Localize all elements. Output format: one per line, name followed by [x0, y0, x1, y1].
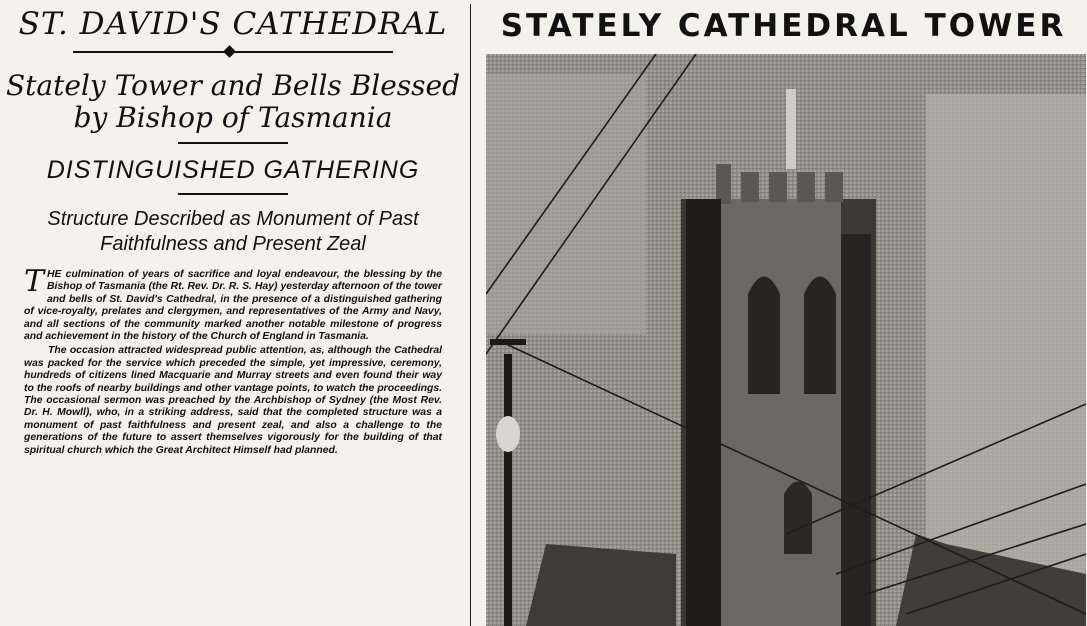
article-body	[24, 264, 442, 457]
article-paragraph-1	[24, 264, 442, 343]
article-deck: DISTINGUISHED GATHERING	[46, 156, 420, 184]
section-divider-2	[178, 193, 288, 195]
deck2-line-1: Structure Described as Monument of Past	[47, 208, 419, 230]
photo-headline: STATELY CATHEDRAL TOWER	[500, 8, 1067, 44]
tower-face	[721, 199, 841, 626]
cathedral-tower-illustration	[486, 54, 1086, 626]
article-headline: ST. DAVID'S CATHEDRAL	[18, 6, 448, 42]
column-rule	[470, 4, 471, 626]
cathedral-tower-photo	[486, 54, 1086, 626]
lamp-globe	[496, 416, 520, 452]
lower-window	[784, 482, 812, 555]
section-divider	[178, 142, 288, 144]
battlement	[825, 172, 843, 202]
flagpole	[786, 89, 796, 169]
background-building	[926, 94, 1086, 594]
roof-left	[526, 544, 676, 626]
background-wall	[486, 74, 646, 334]
deck2-line-2: Faithfulness and Present Zeal	[100, 233, 366, 255]
subheadline-line-2: by Bishop of Tasmania	[73, 101, 393, 134]
paragraph-1-text: HE culmination of years of sacrifice and loyal endeavour, the blessing by the Bishop of Tasmania (the Rt. Rev. Dr. R. S. Hay) yesterday afternoon of the tower and bells of St. David's Cathedral, in the presence of a distinguished gathering of vice-royalty, prelates and clergymen, and representatives of the Army and Navy, and all sections of the community marked another notable milestone of progress and achievement in the history of the Church of England in Tasmania.	[24, 269, 442, 343]
drop-cap: T	[24, 264, 45, 299]
ornament-diamond	[223, 45, 236, 58]
article-subheadline	[6, 70, 460, 134]
headline-ornament-rule	[73, 46, 393, 58]
battlement	[769, 172, 787, 202]
article-paragraph-2: The occasion attracted widespread public attention, as, although the Cathedral was packed for the service which preceded the simple, yet impressive, ceremony, hundreds of citizens lined Macquarie and Murray streets and even found their way to the roofs of nearby buildings and other vantage points, to watch the proceedings. The occasional sermon was preached by the Archbishop of Sydney (the Most Rev. Dr. H. Mowll), who, in a striking address, said that the completed structure was a monument of past faithfulness and present zeal, and also a challenge to the generations of the future to assert themselves vigorously for the building of that spiritual church which the Great Architect Himself had planned.	[24, 345, 442, 456]
battlement	[716, 164, 731, 204]
belfry-window-right	[804, 277, 836, 395]
lamp-post	[504, 354, 512, 626]
buttress-left	[686, 199, 721, 626]
photo-column	[480, 0, 1087, 626]
belfry-window-left	[748, 277, 780, 395]
article-column	[0, 0, 466, 626]
subheadline-line-1: Stately Tower and Bells Blessed	[6, 69, 461, 102]
article-deck-2	[6, 207, 460, 257]
battlement	[741, 172, 759, 202]
battlement	[797, 172, 815, 202]
